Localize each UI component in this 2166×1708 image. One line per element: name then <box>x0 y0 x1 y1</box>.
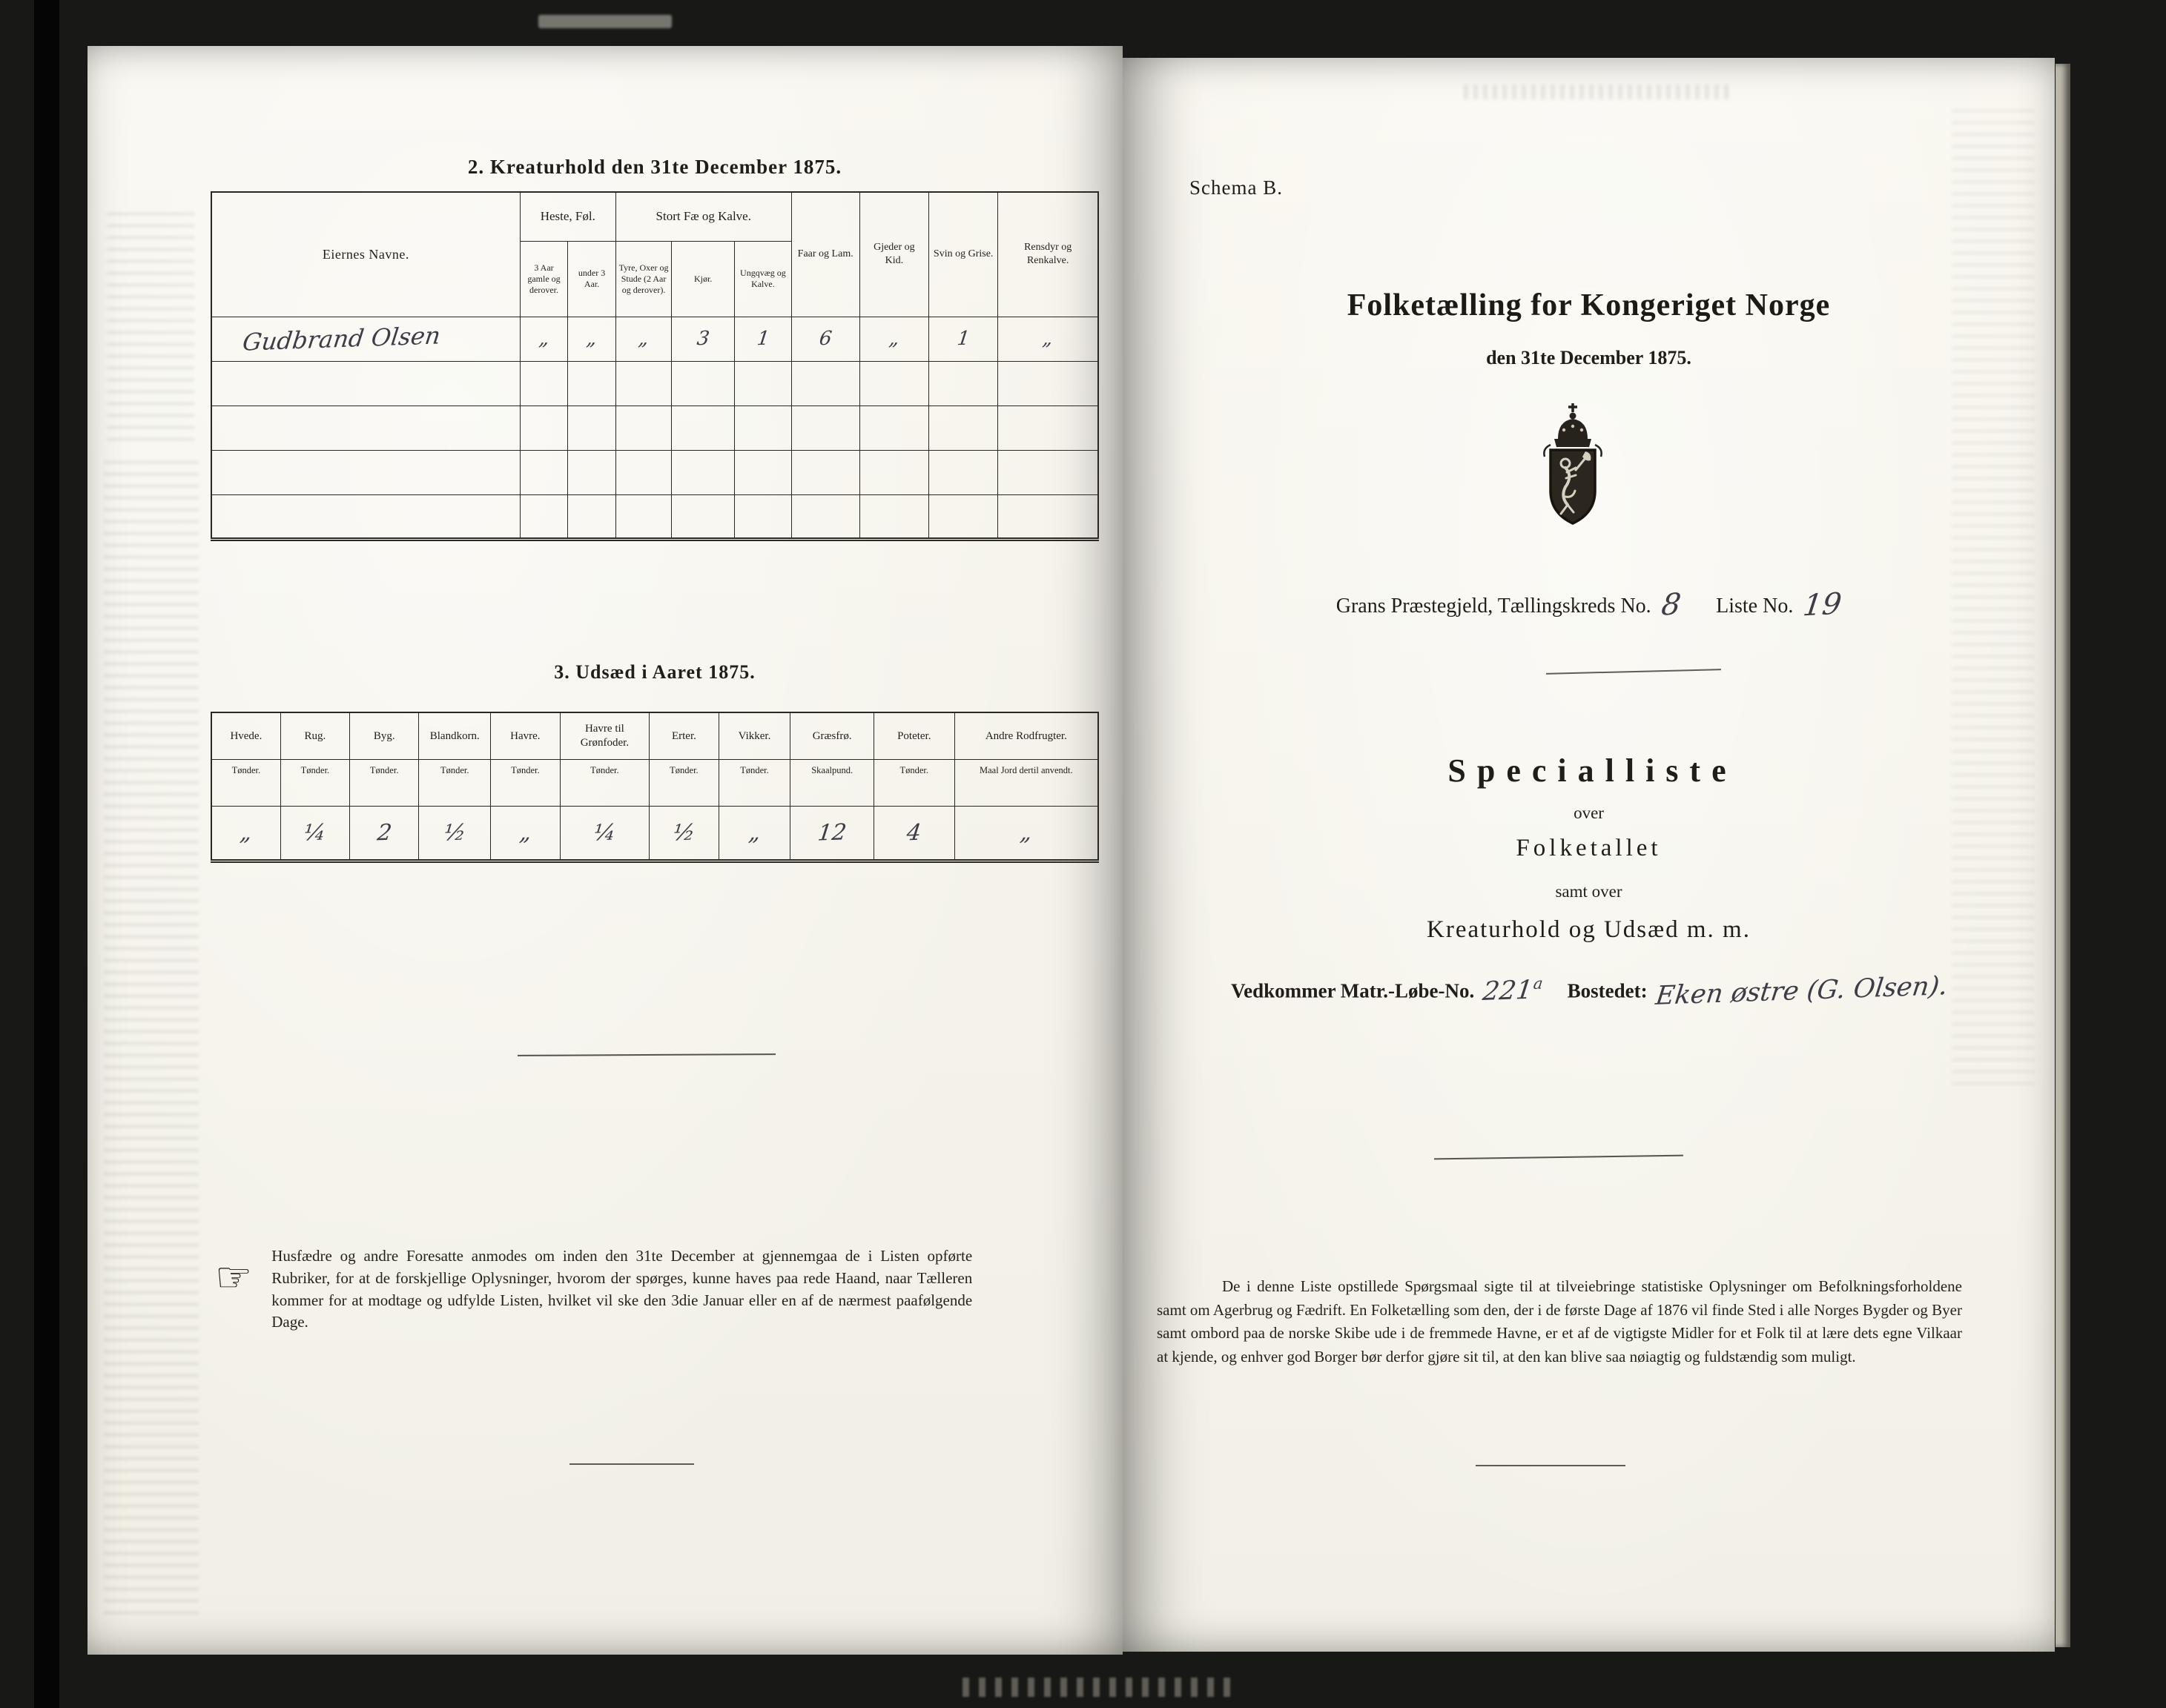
livestock-value-cell <box>568 317 616 361</box>
col-header-byg <box>350 712 419 806</box>
col-header-goats: Gjeder og Kid. <box>859 192 928 317</box>
coat-of-arms-icon <box>1527 400 1619 556</box>
schema-label: Schema B. <box>1189 176 1283 199</box>
empty-cell <box>735 406 792 450</box>
empty-cell <box>735 450 792 494</box>
speciallist-over: over <box>1574 804 1604 822</box>
handwritten-value: 1 <box>755 327 771 351</box>
speciallist-folketallet: Folketallet <box>1516 835 1662 861</box>
coat-of-arms-icon <box>1527 400 1619 556</box>
livestock-value-cell <box>615 317 671 361</box>
udsaed-value-cell <box>419 806 491 861</box>
udsaed-section-title: 3. Udsæd i Aaret 1875. <box>554 661 756 683</box>
empty-cell <box>998 406 1098 450</box>
empty-cell <box>672 361 735 406</box>
empty-cell <box>615 494 671 539</box>
udsaed-value-cell <box>560 806 650 861</box>
udsaed-value-cell <box>350 806 419 861</box>
crop-unit: Tønder. <box>874 759 954 805</box>
handwritten-bosted-value: Eken østre (G. Olsen). <box>1654 970 1949 1011</box>
empty-row <box>211 361 1098 406</box>
livestock-value-cell <box>929 317 998 361</box>
empty-cell <box>672 450 735 494</box>
handwritten-value: „ <box>585 327 598 351</box>
col-header-rug <box>280 712 349 806</box>
scanner-edge-band <box>34 0 59 1708</box>
col-header-havre-gronfoder <box>560 712 650 806</box>
empty-cell <box>615 406 671 450</box>
empty-cell <box>735 494 792 539</box>
handwritten-value: 1 <box>955 327 971 351</box>
empty-cell <box>791 406 859 450</box>
empty-cell <box>211 361 520 406</box>
separator-rule <box>518 1053 776 1056</box>
decorative-rule <box>1476 1465 1625 1466</box>
handwritten-value: 3 <box>695 327 711 351</box>
crop-name: Andre Rodfrugter. <box>985 729 1067 742</box>
col-header-blandkorn <box>419 712 491 806</box>
empty-cell <box>929 406 998 450</box>
handwritten-value: ½ <box>442 819 468 846</box>
crop-unit: Maal Jord dertil anvendt. <box>955 759 1097 805</box>
col-group-cattle: Stort Fæ og Kalve. <box>615 192 791 241</box>
scan-artifact-bottom <box>963 1678 1238 1697</box>
empty-row <box>211 494 1098 539</box>
empty-cell <box>929 450 998 494</box>
crop-unit: Tønder. <box>350 759 418 805</box>
pointing-hand-icon: ☞ <box>215 1254 253 1302</box>
livestock-value-cell <box>520 317 568 361</box>
empty-row <box>211 450 1098 494</box>
form-title: Folketælling for Kongeriget Norge <box>1347 288 1831 322</box>
crop-name: Poteter. <box>897 729 931 742</box>
district-prefix: Grans Præstegjeld, Tællingskreds No. <box>1335 595 1651 618</box>
livestock-value-cell <box>735 317 792 361</box>
empty-cell <box>211 494 520 539</box>
handwritten-value: ½ <box>671 819 697 846</box>
udsaed-value-cell <box>954 806 1098 861</box>
col-header-rodfrugter <box>954 712 1098 806</box>
decorative-rule <box>1434 1155 1683 1160</box>
ink-bleedthrough <box>1464 85 1731 99</box>
empty-cell <box>929 361 998 406</box>
separator-rule <box>569 1463 694 1465</box>
handwritten-value: 6 <box>818 327 833 351</box>
district-underline <box>1546 669 1721 675</box>
handwritten-owner-name: Gudbrand Olsen <box>241 321 443 357</box>
udsaed-value-cell <box>719 806 790 861</box>
empty-cell <box>211 450 520 494</box>
livestock-value-cell <box>672 317 735 361</box>
census-form-page <box>88 46 1123 1655</box>
empty-cell <box>615 450 671 494</box>
empty-cell <box>672 494 735 539</box>
crop-unit: Tønder. <box>281 759 349 805</box>
handwritten-value: 4 <box>905 819 923 846</box>
udsaed-value-cell <box>790 806 874 861</box>
crop-unit: Tønder. <box>719 759 790 805</box>
information-paragraph: De i denne Liste opstillede Spørgsmaal sigte til at tilveiebringe statistiske Oplysninger om Befolkningsforholdene samt om Agerbrug og Fædrift. En Folketælling som den, der i de første Dage af 1876 vil finde Sted i alle Norges Bygder og Byer samt ombord paa de norske Skibe ude i de fremmede Havne, er et af de vigtigste Midler for et Folk til at lære dets egne Vilkaar at kjende, og enhver god Borger bør derfor gjøre sit til, at den kan blive saa nøiagtig og fuldstændig som muligt. <box>1157 1277 1962 1366</box>
empty-cell <box>859 361 928 406</box>
owner-name-cell <box>211 317 520 361</box>
crop-name: Hvede. <box>230 729 263 742</box>
handwritten-value: „ <box>537 327 551 351</box>
matr-label: Vedkommer Matr.-Løbe-No. <box>1231 979 1475 1002</box>
kreaturhold-table <box>211 191 1099 541</box>
empty-cell <box>998 361 1098 406</box>
empty-row <box>211 406 1098 450</box>
crop-name: Havre. <box>510 729 541 742</box>
empty-cell <box>568 494 616 539</box>
col-header-horses-adult: 3 Aar gamle og derover. <box>520 241 568 317</box>
col-header-bulls: Tyre, Oxer og Stude (2 Aar og derover). <box>615 241 671 317</box>
handwritten-value: 2 <box>375 819 393 846</box>
livestock-value-cell <box>859 317 928 361</box>
livestock-value-cell <box>791 317 859 361</box>
handwritten-matr-number <box>1482 975 1545 1007</box>
empty-cell <box>791 494 859 539</box>
crop-name: Havre til Grønfoder. <box>580 723 630 749</box>
handwritten-kreds-number: 8 <box>1659 587 1683 623</box>
empty-cell <box>791 361 859 406</box>
udsaed-value-cell <box>211 806 280 861</box>
crop-unit: Tønder. <box>419 759 490 805</box>
crop-unit: Tønder. <box>650 759 718 805</box>
speciallist-heading: Specialliste <box>1447 752 1737 789</box>
crop-name: Blandkorn. <box>429 729 480 742</box>
handwritten-value: „ <box>747 819 762 846</box>
col-header-owners: Eiernes Navne. <box>211 192 520 317</box>
header-row-groups <box>211 192 1098 241</box>
census-title-page <box>1123 58 2055 1652</box>
udsaed-value-cell <box>491 806 560 861</box>
speciallist-samt-over: samt over <box>1555 882 1622 901</box>
udsaed-table <box>211 712 1099 863</box>
empty-cell <box>615 361 671 406</box>
handwritten-value: „ <box>637 327 650 351</box>
crop-name: Græsfrø. <box>812 729 852 742</box>
kreaturhold-section-title: 2. Kreaturhold den 31te December 1875. <box>467 156 842 178</box>
udsaed-value-cell <box>280 806 349 861</box>
empty-cell <box>211 406 520 450</box>
empty-cell <box>791 450 859 494</box>
form-subtitle: den 31te December 1875. <box>1486 347 1691 368</box>
bosted-label: Bostedet: <box>1567 979 1648 1002</box>
liste-label: Liste No. <box>1716 595 1794 618</box>
handwritten-value: „ <box>1041 327 1054 351</box>
col-header-horses-young: under 3 Aar. <box>568 241 616 317</box>
col-header-graesfro <box>790 712 874 806</box>
empty-cell <box>929 494 998 539</box>
footnote-text: Husfædre og andre Foresatte anmodes om inden den 31te December at gjennemgaa de i Listen opførte Rubriker, for at de forskjellige Oplysninger, hvorom der spørges, kunne haves paa rede Haand, naar Tælleren kommer for at modtage og udfylde Listen, hvilket vil ske den 3die Januar eller en af de nærmest paafølgende Dage. <box>271 1247 973 1331</box>
crop-name: Erter. <box>671 729 696 742</box>
col-header-cows: Kjør. <box>672 241 735 317</box>
empty-cell <box>859 450 928 494</box>
empty-cell <box>859 494 928 539</box>
udsaed-value-cell <box>650 806 719 861</box>
col-header-havre <box>491 712 560 806</box>
empty-cell <box>672 406 735 450</box>
udsaed-entry-row <box>211 806 1098 861</box>
livestock-value-cell <box>998 317 1098 361</box>
crop-unit: Skaalpund. <box>790 759 873 805</box>
empty-cell <box>568 450 616 494</box>
col-group-horses: Heste, Føl. <box>520 192 615 241</box>
col-header-reindeer: Rensdyr og Renkalve. <box>998 192 1098 317</box>
col-header-sheep: Faar og Lam. <box>791 192 859 317</box>
handwritten-value: ¼ <box>592 819 618 846</box>
crop-name: Rug. <box>304 729 326 742</box>
handwritten-value: „ <box>518 819 533 846</box>
col-header-pigs: Svin og Grise. <box>929 192 998 317</box>
empty-cell <box>520 406 568 450</box>
matrikkel-reference-line <box>1123 970 2055 1011</box>
col-header-erter <box>650 712 719 806</box>
page-edge-sliver <box>2056 64 2070 1647</box>
empty-cell <box>568 361 616 406</box>
livestock-entry-row <box>211 317 1098 361</box>
empty-cell <box>520 494 568 539</box>
scan-artifact-top <box>538 15 672 28</box>
crop-name: Byg. <box>373 729 395 742</box>
ink-bleedthrough <box>104 461 199 1614</box>
crop-name: Vikker. <box>738 729 771 742</box>
handwritten-value: ¼ <box>303 819 328 846</box>
udsaed-value-cell <box>874 806 954 861</box>
col-header-poteter <box>874 712 954 806</box>
handwritten-value: „ <box>1018 819 1034 846</box>
speciallist-kreaturhold: Kreaturhold og Udsæd m. m. <box>1427 916 1751 943</box>
empty-cell <box>568 406 616 450</box>
district-line <box>1123 586 2055 623</box>
crop-header-row <box>211 712 1098 806</box>
empty-cell <box>998 494 1098 539</box>
crop-unit: Tønder. <box>561 759 650 805</box>
footnote-block <box>215 1245 1116 1334</box>
empty-cell <box>998 450 1098 494</box>
empty-cell <box>520 361 568 406</box>
handwritten-value: 12 <box>816 818 848 847</box>
crop-unit: Tønder. <box>212 759 280 805</box>
crop-unit: Tønder. <box>491 759 559 805</box>
empty-cell <box>859 406 928 450</box>
matr-number: 221 <box>1481 975 1535 1007</box>
handwritten-value: „ <box>888 327 901 351</box>
col-header-vikker <box>719 712 790 806</box>
col-header-young-cattle: Ungqvæg og Kalve. <box>735 241 792 317</box>
empty-cell <box>520 450 568 494</box>
handwritten-value: „ <box>238 819 254 846</box>
ink-bleedthrough <box>107 213 194 450</box>
empty-cell <box>735 361 792 406</box>
handwritten-liste-number: 19 <box>1801 586 1844 623</box>
matr-number-suffix: a <box>1532 974 1545 993</box>
col-header-hvede <box>211 712 280 806</box>
